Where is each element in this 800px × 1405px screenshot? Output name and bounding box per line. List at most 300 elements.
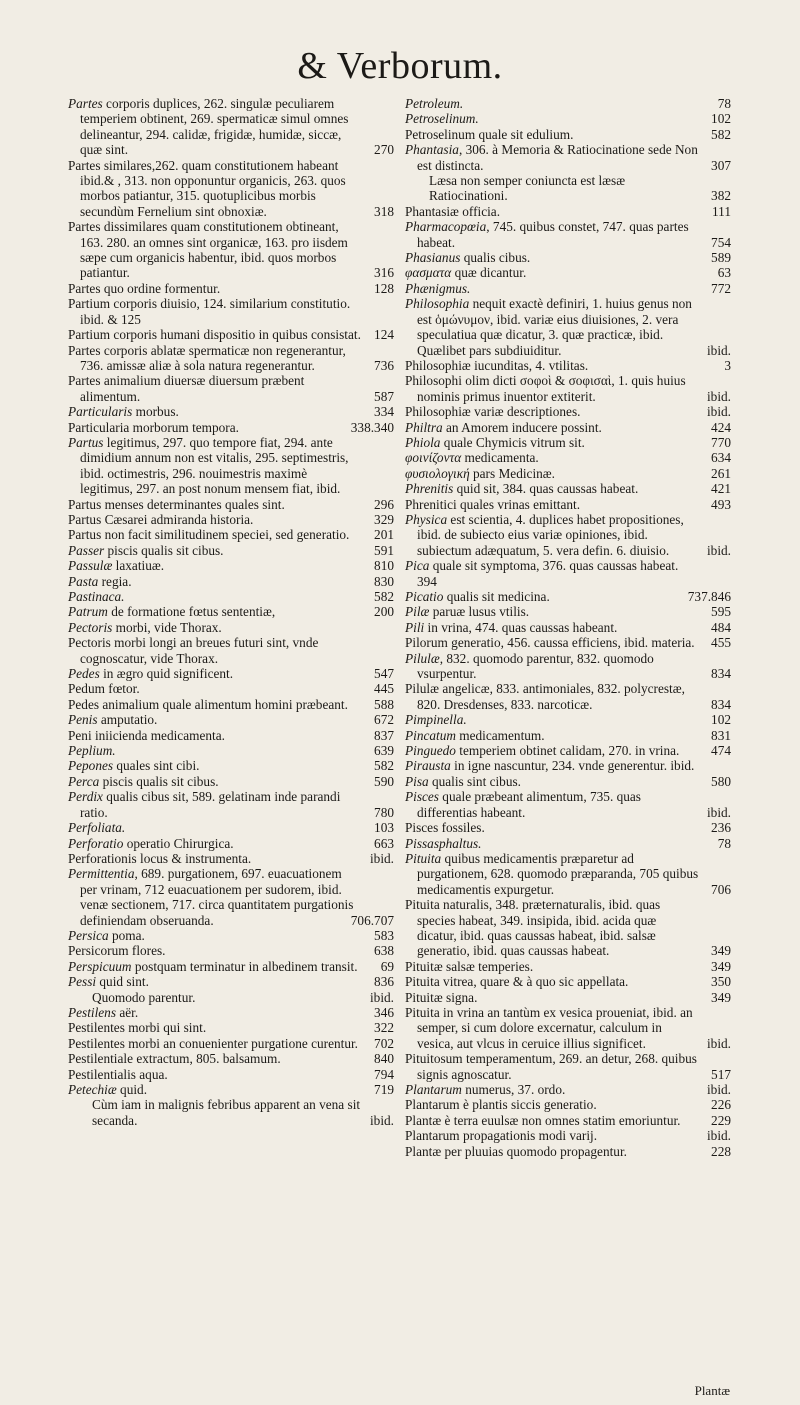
entry-text: in vrina, 474. quas caussas habeant. (424, 619, 618, 635)
entry-text: postquam terminatur in albedinem transit. (131, 958, 358, 974)
entry-page-ref: 102 (711, 111, 731, 127)
entry-text: Particularia morborum tempora. (68, 419, 239, 435)
entry-page-ref: 229 (711, 1112, 731, 1128)
index-entry (68, 728, 398, 743)
index-entry (68, 527, 398, 542)
entry-page-ref: 124 (374, 327, 394, 343)
index-entry (405, 651, 735, 682)
entry-text: Partes animalium diuersæ diuersum præbent alimentum. (68, 373, 305, 404)
entry-headword: Pepones (68, 758, 114, 774)
entry-page-ref: 770 (711, 434, 731, 450)
entry-text: Pectoris morbi longi an breues futuri sint, vnde cognoscatur, vide Thorax. (68, 635, 319, 666)
entry-text: in igne nascuntur, 234. vnde generentur. ibid. (450, 758, 695, 774)
entry-text: quale Chymicis vitrum sit. (440, 434, 585, 450)
index-entry (68, 604, 398, 619)
entry-page-ref: 736 (374, 357, 394, 373)
index-entry (405, 620, 735, 635)
index-entry (405, 728, 735, 743)
index-column-right (405, 96, 735, 1159)
entry-headword: Physica (405, 511, 448, 527)
entry-text: Quomodo parentur. (92, 989, 196, 1005)
entry-headword: Petroselinum. (405, 111, 479, 127)
index-entry (68, 836, 398, 851)
entry-page-ref: 382 (711, 188, 731, 204)
entry-text: , 832. quomodo parentur, 832. quomodo vsurpentur. (417, 650, 654, 682)
entry-headword: Pituita (405, 850, 442, 866)
entry-page-ref: 111 (712, 203, 731, 219)
entry-text: Pituitosum temperamentum, 269. an detur, 268. quibus signis agnoscatur. (405, 1051, 697, 1082)
entry-headword: Pastinaca. (68, 589, 125, 604)
entry-page-ref: 834 (711, 696, 731, 712)
index-entry (68, 928, 398, 943)
entry-page-ref: 580 (711, 773, 731, 789)
entry-text: Pituita vitrea, quare & à quo sic appellata. (405, 974, 629, 990)
entry-text: Partes dissimilares quam constitutionem obtineant, 163. 280. an omnes sint organicæ, 163. pro iisdem sæpe cum organicis habentur, ibid. quos morbos patiantur. (68, 219, 348, 281)
entry-headword: Perdix (68, 789, 103, 805)
entry-text: , 745. quibus constet, 747. quas partes habeat. (417, 219, 689, 250)
index-entry (405, 712, 735, 727)
entry-text: Pituita naturalis, 348. præternaturalis, ibid. quas species habeat, 349. insipida, ibid. acida quæ dicatur, ibid. quas caussas habeat, ibid. salsæ generatio, ibid. quas caussas habeat. (405, 897, 661, 959)
entry-text: Cùm iam in malignis febribus apparent an vena sit secanda. (92, 1097, 361, 1128)
index-entry (68, 774, 398, 789)
entry-headword: Philtra (405, 419, 443, 435)
entry-page-ref: 316 (374, 265, 394, 281)
index-entry (405, 836, 735, 851)
entry-page-ref: 582 (374, 758, 394, 774)
entry-text: an Amorem inducere possint. (442, 419, 602, 435)
entry-headword: Passulæ (68, 558, 113, 574)
entry-headword: Pica (405, 558, 430, 574)
index-entry (68, 866, 398, 928)
entry-page-ref: 338.340 (350, 419, 394, 435)
index-entry (405, 681, 735, 712)
entry-headword: Perca (68, 773, 100, 789)
entry-headword: Permittentia (68, 866, 135, 882)
index-entry (405, 265, 735, 280)
entry-headword: Phænigmus. (405, 280, 471, 296)
index-entry (68, 789, 398, 820)
entry-headword: Philosophia (405, 296, 470, 312)
entry-text: Partium corporis diuisio, 124. similarium constitutio. ibid. & 125 (68, 296, 351, 327)
entry-text: paruæ lusus vtilis. (429, 604, 530, 620)
index-entry (68, 666, 398, 681)
entry-page-ref: 547 (374, 666, 394, 682)
entry-text: Pituita in vrina an tantùm ex vesica proueniat, ibid. an semper, si cum dolore excernatur, calculum in vesica, aut vlcus in ceruice illius significet. (405, 1004, 693, 1051)
entry-page-ref: 706.707 (350, 912, 394, 928)
index-entry (68, 1005, 398, 1020)
entry-text: quid sit, 384. quas caussas habeat. (453, 481, 639, 497)
index-entry (405, 497, 735, 512)
entry-text: Pestilentiale extractum, 805. balsamum. (68, 1051, 281, 1067)
entry-text: Pedes animalium quale alimentum homini præbeant. (68, 696, 348, 712)
index-entry (405, 774, 735, 789)
entry-headword: Perspicuum (68, 958, 132, 974)
entry-page-ref: 840 (374, 1051, 394, 1067)
entry-text: quale sit symptoma, 376. quas caussas habeat. 394 (417, 558, 679, 589)
entry-text: Plantarum propagationis modi varij. (405, 1128, 598, 1144)
entry-text: Pestilentes morbi an conuenienter purgatione curentur. (68, 1035, 358, 1051)
entry-page-ref: 706 (711, 881, 731, 897)
entry-text: Philosophi olim dicti σοφοὶ & σοφισαὶ, 1. quis huius nominis primus inuentor extiterit. (405, 373, 686, 404)
entry-headword: Pirausta (405, 758, 451, 774)
index-entry (68, 974, 398, 989)
entry-page-ref: 639 (374, 743, 394, 759)
index-entry (405, 466, 735, 481)
index-entry (405, 1051, 735, 1082)
entry-page-ref: 831 (711, 727, 731, 743)
index-entry (68, 697, 398, 712)
entry-headword: Petechiæ (68, 1082, 117, 1097)
entry-page-ref: 588 (374, 696, 394, 712)
entry-page-ref: 595 (711, 604, 731, 620)
index-entry (68, 681, 398, 696)
entry-page-ref: 346 (374, 1004, 394, 1020)
entry-headword: Pilulæ (405, 650, 440, 666)
index-entry (68, 743, 398, 758)
entry-text: Philosophiæ iucunditas, 4. vtilitas. (405, 357, 589, 373)
entry-page-ref: 455 (711, 635, 731, 651)
index-entry (405, 1144, 735, 1159)
entry-headword: Patrum (68, 604, 108, 620)
index-entry (68, 589, 398, 604)
index-entry (405, 204, 735, 219)
index-entry (68, 990, 398, 1005)
entry-page-ref: 349 (711, 958, 731, 974)
entry-text: Pestilentialis aqua. (68, 1066, 168, 1082)
entry-page-ref: 349 (711, 989, 731, 1005)
entry-headword: Pessi (68, 974, 97, 990)
index-entry (405, 990, 735, 1005)
entry-text: amputatio. (97, 712, 158, 728)
index-entry (68, 1067, 398, 1082)
index-entry (405, 142, 735, 173)
entry-text: Plantæ è terra euulsæ non omnes statim emoriuntur. (405, 1112, 681, 1128)
index-entry (68, 851, 398, 866)
entry-text: piscis qualis sit cibus. (99, 773, 219, 789)
index-entry (68, 1020, 398, 1035)
entry-page-ref: 63 (717, 265, 731, 281)
entry-text: regia. (98, 573, 132, 589)
index-entry (68, 497, 398, 512)
entry-text: Partus menses determinantes quales sint. (68, 496, 285, 512)
entry-text: operatio Chirurgica. (123, 835, 234, 851)
index-entry (405, 512, 735, 558)
entry-headword: Phiola (405, 434, 441, 450)
entry-headword: Plantarum (405, 1082, 462, 1097)
index-entry (68, 543, 398, 558)
index-entry (405, 1005, 735, 1051)
entry-text: Plantarum è plantis siccis generatio. (405, 1097, 597, 1113)
index-entry (405, 1113, 735, 1128)
entry-page-ref: 78 (717, 96, 731, 111)
entry-text: Pisces fossiles. (405, 820, 485, 836)
entry-text: de formatione fœtus sententiæ, (107, 604, 276, 620)
entry-headword: Picatio (405, 589, 444, 604)
index-entry (68, 1051, 398, 1066)
entry-text: Pedum fœtor. (68, 681, 140, 697)
entry-page-ref: 780 (374, 804, 394, 820)
entry-page-ref: ibid. (369, 850, 394, 866)
entry-text: nequit exactè definiri, 1. huius genus non est ὁμώνυμον, ibid. variæ eius diuisiones, 2. vera speculatiua quæ dicatur, 3. quæ practicæ, ibid. Quælibet pars subdiuiditur. (417, 296, 692, 358)
index-entry (68, 712, 398, 727)
entry-headword: φασματα (405, 265, 452, 281)
entry-headword: Pisa (405, 773, 429, 789)
entry-page-ref: 772 (711, 280, 731, 296)
index-entry (68, 219, 398, 281)
index-entry (405, 481, 735, 496)
entry-headword: Phasianus (405, 250, 461, 266)
index-entry (405, 281, 735, 296)
entry-page-ref: 634 (711, 450, 731, 466)
entry-headword: Pincatum (405, 727, 456, 743)
index-entry (405, 173, 735, 204)
index-entry (405, 250, 735, 265)
index-entry (68, 758, 398, 773)
entry-page-ref: 582 (374, 589, 394, 604)
entry-headword: Pedes (68, 666, 100, 682)
entry-page-ref: 737.846 (687, 589, 731, 604)
entry-headword: Petroleum. (405, 96, 464, 111)
entry-headword: Particularis (68, 404, 133, 420)
entry-text: Læsa non semper coniuncta est læsæ Ratiocinationi. (429, 173, 626, 204)
index-entry (68, 1097, 398, 1128)
entry-page-ref: 329 (374, 511, 394, 527)
entry-page-ref: 201 (374, 527, 394, 543)
entry-text: legitimus, 297. quo tempore fiat, 294. ante dimidium annum non est vitalis, 295. septimestris, ibid. octimestris, 296. nouimestris maximè legitimus, 297. an post nonum mensem fiat, ibid. (80, 434, 349, 497)
entry-headword: Penis (68, 712, 98, 728)
entry-headword: Perfoliata. (68, 820, 126, 836)
index-entry (405, 789, 735, 820)
entry-page-ref: ibid. (706, 1035, 731, 1051)
entry-page-ref: 445 (374, 681, 394, 697)
index-entry (405, 604, 735, 619)
index-entry (68, 281, 398, 296)
entry-page-ref: 583 (374, 927, 394, 943)
entry-headword: φοινίζοντα (405, 450, 462, 466)
entry-headword: Pinguedo (405, 743, 456, 759)
entry-text: Persicorum flores. (68, 943, 166, 959)
entry-headword: Passer (68, 542, 105, 558)
entry-page-ref: 78 (717, 835, 731, 851)
entry-page-ref: 591 (374, 542, 394, 558)
entry-page-ref: 754 (711, 234, 731, 250)
entry-page-ref: 350 (711, 974, 731, 990)
index-entry (405, 296, 735, 358)
entry-page-ref: 270 (374, 142, 394, 158)
entry-headword: Pisces (405, 789, 439, 805)
entry-page-ref: 810 (374, 558, 394, 574)
entry-page-ref: 836 (374, 974, 394, 990)
entry-headword: Pili (405, 619, 425, 635)
entry-headword: Pissasphaltus. (405, 835, 482, 851)
entry-text: quæ dicantur. (451, 265, 527, 281)
index-entry (68, 373, 398, 404)
entry-page-ref: ibid. (369, 989, 394, 1005)
entry-headword: Partes (68, 96, 103, 111)
entry-page-ref: 834 (711, 666, 731, 682)
index-entry (405, 820, 735, 835)
entry-text: Petroselinum quale sit edulium. (405, 126, 574, 142)
index-entry (405, 127, 735, 142)
entry-text: laxatiuæ. (112, 558, 165, 574)
index-entry (68, 574, 398, 589)
page-header: & Verborum. (297, 45, 503, 87)
index-entry (68, 959, 398, 974)
index-entry (68, 1036, 398, 1051)
entry-text: Partium corporis humani dispositio in quibus consistat. (68, 327, 361, 343)
entry-text: Partus Cæsarei admiranda historia. (68, 511, 254, 527)
entry-page-ref: ibid. (706, 404, 731, 420)
entry-text: poma. (108, 927, 145, 943)
entry-page-ref: 307 (711, 157, 731, 173)
index-column-left (68, 96, 398, 1128)
index-entry (405, 420, 735, 435)
entry-headword: Persica (68, 927, 109, 943)
entry-page-ref: 296 (374, 496, 394, 512)
entry-text: temperiem obtinet calidam, 270. in vrina. (455, 743, 680, 759)
entry-page-ref: 719 (374, 1082, 394, 1097)
entry-page-ref: 589 (711, 250, 731, 266)
entry-text: Partes corporis ablatæ spermaticæ non regenerantur, 736. amissæ aliæ à sola natura regenerantur. (68, 342, 346, 373)
entry-text: quale præbeant alimentum, 735. quas differentias habeant. (417, 789, 641, 820)
entry-headword: Pimpinella. (405, 712, 467, 728)
entry-page-ref: 837 (374, 727, 394, 743)
entry-text: pars Medicinæ. (469, 465, 555, 481)
entry-text: morbi, vide Thorax. (112, 619, 222, 635)
entry-text: qualis sit medicina. (443, 589, 550, 604)
entry-page-ref: 3 (724, 357, 731, 373)
entry-page-ref: 590 (374, 773, 394, 789)
entry-text: Partus non facit similitudinem speciei, sed generatio. (68, 527, 350, 543)
entry-text: Plantæ per pluuias quomodo propagentur. (405, 1143, 627, 1159)
index-entry (405, 589, 735, 604)
entry-page-ref: ibid. (706, 1082, 731, 1097)
entry-page-ref: ibid. (706, 388, 731, 404)
entry-page-ref: 349 (711, 943, 731, 959)
entry-page-ref: 638 (374, 943, 394, 959)
entry-page-ref: 474 (711, 743, 731, 759)
index-entry (68, 512, 398, 527)
entry-page-ref: 587 (374, 388, 394, 404)
index-entry (68, 635, 398, 666)
entry-text: numerus, 37. ordo. (461, 1082, 566, 1097)
index-entry (68, 820, 398, 835)
entry-page-ref: 228 (711, 1143, 731, 1159)
index-entry (405, 974, 735, 989)
index-entry (405, 358, 735, 373)
entry-page-ref: ibid. (706, 1128, 731, 1144)
entry-text: quid. (116, 1082, 148, 1097)
entry-text: aër. (116, 1004, 139, 1020)
entry-text: Pituitæ signa. (405, 989, 478, 1005)
entry-headword: Pestilens (68, 1004, 117, 1020)
entry-text: , 306. à Memoria & Ratiocinatione sede Non est distincta. (417, 142, 698, 173)
entry-page-ref: 322 (374, 1020, 394, 1036)
entry-headword: Pharmacopœia (405, 219, 487, 235)
index-entry (405, 558, 735, 589)
index-entry (68, 420, 398, 435)
entry-page-ref: 318 (374, 203, 394, 219)
index-entry (405, 111, 735, 126)
entry-page-ref: 794 (374, 1066, 394, 1082)
entry-page-ref: 334 (374, 404, 394, 420)
index-entry (405, 743, 735, 758)
index-entry (405, 373, 735, 404)
entry-text: Partes similares,262. quam constitutionem habeant ibid.& , 313. non opponuntur organicis, 263. quos morbos patiantur, 315. quotuplicibus morbis secundùm Fernelium sint obnoxiæ. (68, 157, 346, 219)
entry-page-ref: 102 (711, 712, 731, 728)
entry-page-ref: ibid. (706, 342, 731, 358)
index-entry (68, 1082, 398, 1097)
index-entry (405, 1097, 735, 1112)
index-entry (68, 435, 398, 497)
entry-page-ref: 424 (711, 419, 731, 435)
entry-text: Philosophiæ variæ descriptiones. (405, 404, 581, 420)
index-entry (405, 1082, 735, 1097)
index-entry (405, 758, 735, 773)
index-entry (68, 558, 398, 573)
index-entry (405, 1128, 735, 1143)
index-entry (405, 96, 735, 111)
index-entry (405, 959, 735, 974)
entry-text: Partes quo ordine formentur. (68, 280, 221, 296)
entry-headword: Phantasia (405, 142, 459, 158)
index-entry (68, 620, 398, 635)
entry-text: piscis qualis sit cibus. (104, 542, 224, 558)
entry-text: corporis duplices, 262. singulæ peculiarem temperiem obtinent, 269. spermaticæ simul omnes delineantur, 294. calidæ, frigidæ, humidæ, siccæ, quæ sint. (80, 96, 349, 158)
entry-text: Pestilentes morbi qui sint. (68, 1020, 207, 1036)
entry-headword: Pectoris (68, 619, 113, 635)
index-entry (405, 404, 735, 419)
entry-page-ref: 200 (374, 604, 394, 620)
index-entry (405, 450, 735, 465)
entry-text: qualis cibus. (460, 250, 531, 266)
index-entry (68, 158, 398, 220)
entry-text: Perforationis locus & instrumenta. (68, 850, 252, 866)
entry-page-ref: 582 (711, 126, 731, 142)
entry-text: morbus. (132, 404, 179, 420)
entry-headword: Phrenitis (405, 481, 454, 497)
entry-page-ref: ibid. (369, 1112, 394, 1128)
entry-page-ref: 702 (374, 1035, 394, 1051)
entry-headword: Partus (68, 434, 104, 450)
entry-text: Peni iniicienda medicamenta. (68, 727, 225, 743)
index-entry (405, 635, 735, 650)
entry-page-ref: ibid. (706, 542, 731, 558)
index-entry (68, 943, 398, 958)
entry-text: qualis sint cibus. (428, 773, 521, 789)
index-entry (405, 897, 735, 959)
entry-text: medicamentum. (455, 727, 545, 743)
entry-text: , 689. purgationem, 697. euacuationem per vrinam, 712 euacuationem per sudorem, ibid. venæ sectionem, 717. circa quantitatem purgationis definiendam obseruanda. (80, 866, 354, 928)
index-entry (68, 296, 398, 327)
index-entry (68, 327, 398, 342)
entry-page-ref: 672 (374, 712, 394, 728)
entry-text: medicamenta. (461, 450, 539, 466)
entry-page-ref: 261 (711, 465, 731, 481)
entry-page-ref: 493 (711, 496, 731, 512)
index-entry (405, 435, 735, 450)
entry-text: Pilorum generatio, 456. caussa efficiens, ibid. materia. (405, 635, 695, 651)
entry-headword: Perforatio (68, 835, 124, 851)
entry-page-ref: 830 (374, 573, 394, 589)
entry-page-ref: 69 (380, 958, 394, 974)
entry-page-ref: 421 (711, 481, 731, 497)
index-entry (405, 219, 735, 250)
entry-text: qualis cibus sit, 589. gelatinam inde parandi ratio. (80, 789, 341, 820)
entry-text: quibus medicamentis præparetur ad purgationem, 628. quomodo præparanda, 705 quibus medicamentis expurgetur. (417, 850, 699, 897)
entry-text: Phantasiæ officia. (405, 203, 501, 219)
entry-page-ref: ibid. (706, 804, 731, 820)
